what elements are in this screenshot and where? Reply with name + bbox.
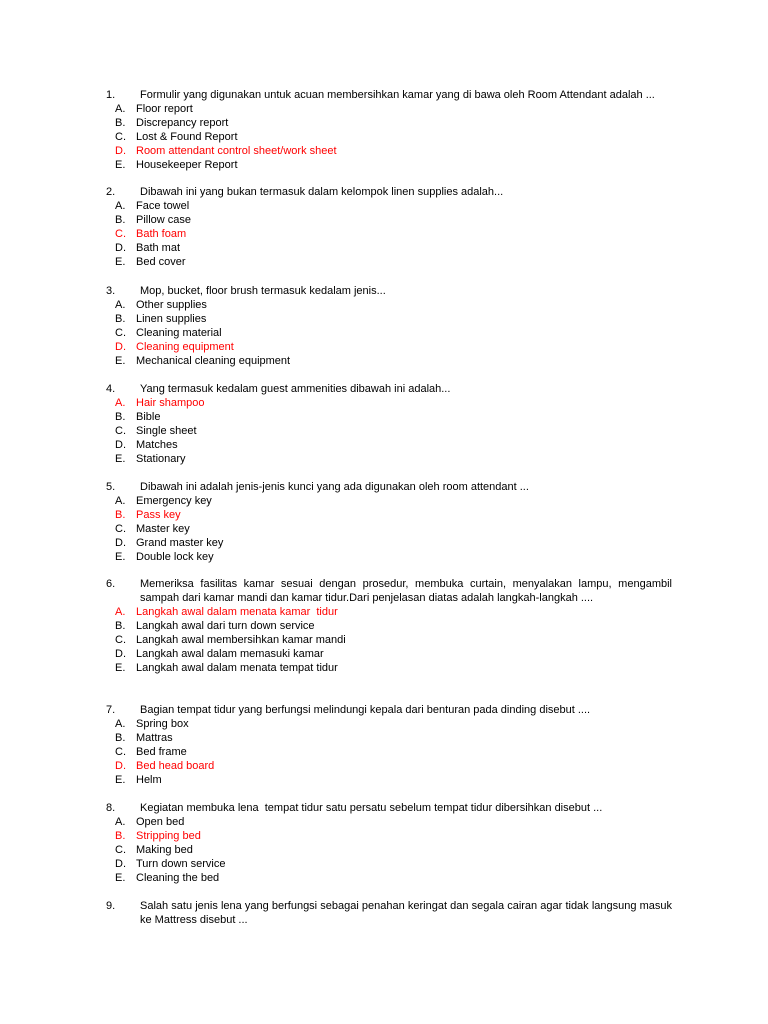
- option-letter: B.: [115, 830, 126, 842]
- option-d: [0, 438, 768, 452]
- question-stem: [0, 88, 768, 102]
- option-letter: D.: [115, 145, 126, 157]
- option-letter: A.: [115, 816, 126, 828]
- option-letter: A.: [115, 495, 126, 507]
- option-e: [0, 452, 768, 466]
- option-letter: B.: [115, 509, 126, 521]
- option-letter: A.: [115, 397, 126, 409]
- option-c: [0, 843, 768, 857]
- option-text: Cleaning material: [136, 327, 222, 339]
- option-text: Face towel: [136, 200, 190, 212]
- option-text: Housekeeper Report: [136, 159, 238, 171]
- option-e: [0, 773, 768, 787]
- option-text: Bed head board: [136, 760, 215, 772]
- option-letter: E.: [115, 774, 126, 786]
- question-5: [0, 480, 768, 564]
- question-stem: [0, 899, 768, 927]
- question-text: Bagian tempat tidur yang berfungsi melindungi kepala dari benturan pada dinding disebut ....: [140, 704, 591, 716]
- option-text: Room attendant control sheet/work sheet: [136, 145, 337, 157]
- option-b: [0, 312, 768, 326]
- option-letter: C.: [115, 131, 126, 143]
- option-letter: B.: [115, 732, 126, 744]
- option-d: [0, 536, 768, 550]
- option-text: Bath foam: [136, 228, 187, 240]
- option-text: Cleaning the bed: [136, 872, 220, 884]
- option-text: Matches: [136, 439, 178, 451]
- option-d: [0, 241, 768, 255]
- question-number: 5.: [106, 481, 116, 493]
- option-letter: C.: [115, 327, 126, 339]
- option-b-correct-answer: [0, 508, 768, 522]
- option-text: Pillow case: [136, 214, 192, 226]
- option-text: Spring box: [136, 718, 189, 730]
- option-letter: B.: [115, 411, 126, 423]
- option-text: Bed frame: [136, 746, 187, 758]
- option-text: Bath mat: [136, 242, 181, 254]
- option-c: [0, 522, 768, 536]
- option-text: Cleaning equipment: [136, 341, 234, 353]
- question-text: Memeriksa fasilitas kamar sesuai dengan prosedur, membuka curtain, menyalakan lampu, mengambil sampah dari kamar mandi dan kamar tidur.Dari penjelasan diatas adalah langkah-langkah ....: [140, 578, 672, 604]
- option-text: Master key: [136, 523, 190, 535]
- option-letter: D.: [115, 242, 126, 254]
- option-text: Langkah awal dalam menata tempat tidur: [136, 662, 338, 674]
- question-stem: [0, 801, 768, 815]
- option-a: [0, 199, 768, 213]
- option-letter: B.: [115, 620, 126, 632]
- question-text: Kegiatan membuka lena tempat tidur satu persatu sebelum tempat tidur dibersihkan disebut ...: [140, 802, 603, 814]
- option-text: Helm: [136, 774, 162, 786]
- option-text: Double lock key: [136, 551, 214, 563]
- option-b: [0, 410, 768, 424]
- option-letter: C.: [115, 523, 126, 535]
- question-stem: [0, 185, 768, 199]
- option-letter: C.: [115, 228, 126, 240]
- option-e: [0, 871, 768, 885]
- question-text: Dibawah ini yang bukan termasuk dalam kelompok linen supplies adalah...: [140, 186, 504, 198]
- option-text: Langkah awal dalam menata kamar tidur: [136, 606, 338, 618]
- option-letter: A.: [115, 718, 126, 730]
- option-text: Mattras: [136, 732, 173, 744]
- option-text: Langkah awal dari turn down service: [136, 620, 315, 632]
- option-letter: C.: [115, 425, 126, 437]
- option-letter: A.: [115, 200, 126, 212]
- option-e: [0, 661, 768, 675]
- option-text: Langkah awal membersihkan kamar mandi: [136, 634, 346, 646]
- option-a: [0, 298, 768, 312]
- option-d-correct-answer: [0, 144, 768, 158]
- option-letter: B.: [115, 214, 126, 226]
- option-text: Open bed: [136, 816, 185, 828]
- option-e: [0, 158, 768, 172]
- option-a-correct-answer: [0, 396, 768, 410]
- option-text: Turn down service: [136, 858, 226, 870]
- question-9: [0, 899, 768, 927]
- question-1: [0, 88, 768, 172]
- option-b: [0, 619, 768, 633]
- option-letter: D.: [115, 537, 126, 549]
- question-2: [0, 185, 768, 269]
- option-letter: E.: [115, 872, 126, 884]
- option-d-correct-answer: [0, 759, 768, 773]
- option-letter: A.: [115, 103, 126, 115]
- option-b-correct-answer: [0, 829, 768, 843]
- option-text: Hair shampoo: [136, 397, 205, 409]
- option-e: [0, 550, 768, 564]
- option-letter: C.: [115, 746, 126, 758]
- option-a: [0, 815, 768, 829]
- option-c: [0, 633, 768, 647]
- option-c-correct-answer: [0, 227, 768, 241]
- option-text: Discrepancy report: [136, 117, 229, 129]
- question-4: [0, 382, 768, 466]
- option-letter: E.: [115, 662, 126, 674]
- question-text: Yang termasuk kedalam guest ammenities dibawah ini adalah...: [140, 383, 451, 395]
- option-letter: E.: [115, 551, 126, 563]
- option-letter: E.: [115, 256, 126, 268]
- option-letter: A.: [115, 606, 126, 618]
- option-d: [0, 647, 768, 661]
- option-e: [0, 354, 768, 368]
- option-d: [0, 857, 768, 871]
- question-stem: [0, 577, 768, 605]
- option-letter: C.: [115, 634, 126, 646]
- question-7: [0, 703, 768, 787]
- question-stem: [0, 284, 768, 298]
- option-text: Bible: [136, 411, 161, 423]
- option-letter: E.: [115, 159, 126, 171]
- question-text: Dibawah ini adalah jenis-jenis kunci yang ada digunakan oleh room attendant ...: [140, 481, 529, 493]
- option-text: Other supplies: [136, 299, 207, 311]
- option-c: [0, 424, 768, 438]
- question-number: 4.: [106, 383, 116, 395]
- question-number: 7.: [106, 704, 116, 716]
- question-stem: [0, 382, 768, 396]
- option-b: [0, 213, 768, 227]
- option-a: [0, 717, 768, 731]
- option-b: [0, 731, 768, 745]
- option-c: [0, 326, 768, 340]
- question-stem: [0, 480, 768, 494]
- question-number: 2.: [106, 186, 116, 198]
- question-number: 3.: [106, 285, 116, 297]
- question-number: 6.: [106, 578, 116, 590]
- question-8: [0, 801, 768, 885]
- option-letter: D.: [115, 760, 126, 772]
- option-text: Linen supplies: [136, 313, 207, 325]
- option-letter: D.: [115, 648, 126, 660]
- question-text: Formulir yang digunakan untuk acuan membersihkan kamar yang di bawa oleh Room Attendant adalah ...: [140, 89, 655, 101]
- option-b: [0, 116, 768, 130]
- question-6: [0, 577, 768, 675]
- option-text: Single sheet: [136, 425, 197, 437]
- option-text: Bed cover: [136, 256, 186, 268]
- option-c: [0, 130, 768, 144]
- option-letter: C.: [115, 844, 126, 856]
- option-text: Grand master key: [136, 537, 224, 549]
- option-text: Pass key: [136, 509, 181, 521]
- option-letter: D.: [115, 341, 126, 353]
- option-text: Stripping bed: [136, 830, 201, 842]
- question-3: [0, 284, 768, 368]
- option-a: [0, 494, 768, 508]
- option-c: [0, 745, 768, 759]
- option-text: Stationary: [136, 453, 186, 465]
- question-number: 9.: [106, 900, 116, 912]
- option-letter: D.: [115, 858, 126, 870]
- option-letter: E.: [115, 453, 126, 465]
- option-text: Lost & Found Report: [136, 131, 238, 143]
- question-stem: [0, 703, 768, 717]
- option-text: Langkah awal dalam memasuki kamar: [136, 648, 324, 660]
- question-text: Salah satu jenis lena yang berfungsi sebagai penahan keringat dan segala cairan agar tidak langsung masuk ke Mattress disebut ...: [140, 900, 672, 926]
- option-d-correct-answer: [0, 340, 768, 354]
- option-text: Making bed: [136, 844, 193, 856]
- question-number: 1.: [106, 89, 116, 101]
- option-text: Emergency key: [136, 495, 212, 507]
- question-number: 8.: [106, 802, 116, 814]
- option-text: Mechanical cleaning equipment: [136, 355, 291, 367]
- option-letter: D.: [115, 439, 126, 451]
- option-a: [0, 102, 768, 116]
- option-letter: B.: [115, 117, 126, 129]
- option-text: Floor report: [136, 103, 193, 115]
- option-letter: A.: [115, 299, 126, 311]
- option-e: [0, 255, 768, 269]
- option-letter: B.: [115, 313, 126, 325]
- question-text: Mop, bucket, floor brush termasuk kedalam jenis...: [140, 285, 386, 297]
- option-letter: E.: [115, 355, 126, 367]
- option-a-correct-answer: [0, 605, 768, 619]
